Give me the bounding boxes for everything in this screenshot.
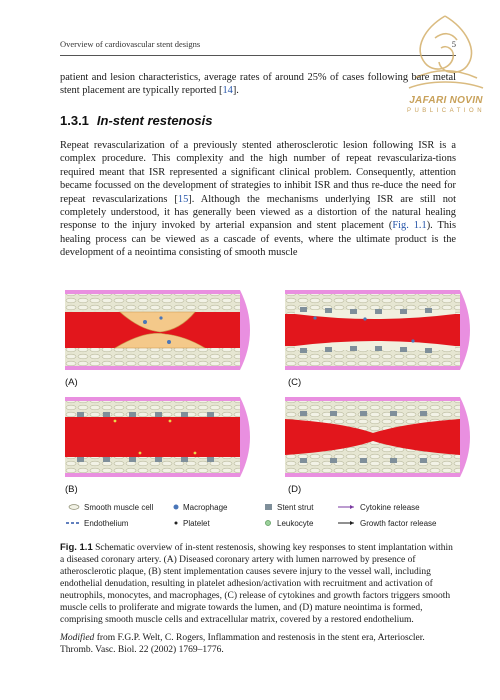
caption-text: Schematic overview of in-stent restenosis, showing key responses to stent implantation within a diseased coronary artery. (A) Diseased coronary artery with lumen narrowed by presence of atherosclerotic plaque, (B) stent implementation causes severe injury to the vessel wall, including endothelial denudation, resulting in platelet adhesion/activation with recruitment and activation of neutrophils, monocytes, and macrophages, (C) release of cytokines and growth factors triggers smooth muscle cells to proliferate and migrate towards the lumen, and (D) mature neointima is formed, comprising smooth muscle cells and extracellular matrix, covered by a restored endothelium. [60,543,453,625]
intro-paragraph [60,71,456,98]
panel-a-artery [65,290,250,370]
caption-source-label: Modified [60,633,95,643]
caption-source-text: from F.G.P. Welt, C. Rogers, Inflammation and restenosis in the stent era, Arterioscler. Thromb. Vasc. Biol. 22 (2002) 1769–1776. [60,633,425,655]
body-text-3: ). This healing process can be viewed as a cascade of events, where the ultimate product is the development of a neointima consisting of smooth muscle [60,220,456,259]
publisher-logo-subtitle: PUBLICATION [406,108,486,114]
citation-15[interactable]: 15 [177,193,189,205]
section-title: In-stent restenosis [96,113,213,128]
publisher-logo-name: JAFARI NOVIN [409,95,483,106]
figure-legend [66,503,437,528]
panel-c-artery [285,290,470,370]
caption-label: Fig. 1.1 [60,542,93,553]
legend-growth-factor-release: Growth factor release [360,519,437,528]
figure-caption [60,542,456,626]
legend-platelet: Platelet [183,519,210,528]
figure-reference[interactable]: Fig. 1.1 [392,220,427,232]
intro-line-2: metal stent placement are typically reported [ [60,72,456,97]
panel-label-a: (A) [65,377,78,388]
panel-d-artery [285,397,470,477]
legend-stent-strut: Stent strut [277,503,314,512]
citation-14[interactable]: 14 [222,85,233,97]
panel-b-artery [65,397,250,477]
intro-line-1: patient and lesion characteristics, average rates of around 25% of cases following bare [60,72,430,83]
figure-1-1 [60,285,470,535]
legend-cytokine-release: Cytokine release [360,503,420,512]
legend-macrophage: Macrophage [183,503,228,512]
body-text-1: Repeat revascularization of a previously stented atherosclerotic lesion following ISR is a complex procedure. This complexity and the high number of repeat revasculariza-tions required meant that ISR represented a significant clinical problem. Consequently, attention became focussed on the development of strategies to inhibit ISR and thus re-duce the need for repeat revascularizations [ [60,140,456,205]
panel-label-b: (B) [65,484,78,495]
caption-source [60,632,456,656]
legend-leukocyte: Leukocyte [277,519,314,528]
page-number: 5 [451,39,456,49]
panel-label-c: (C) [288,377,302,388]
intro-line-2-end: ]. [232,85,239,97]
section-number: 1.3.1 [60,113,89,128]
panel-label-d: (D) [288,484,302,495]
legend-endothelium: Endothelium [84,519,129,528]
legend-smooth-muscle-cell: Smooth muscle cell [84,503,154,512]
body-paragraph [60,139,456,260]
body-text-2: ]. Although the mechanisms underlying ISR are still not completely understood, it has generally been viewed as a distortion of the natural healing response to the injury invoked by arterial expansion and stent placement ( [60,193,456,232]
section-heading [60,113,213,128]
running-title: Overview of cardiovascular stent designs [60,39,201,49]
